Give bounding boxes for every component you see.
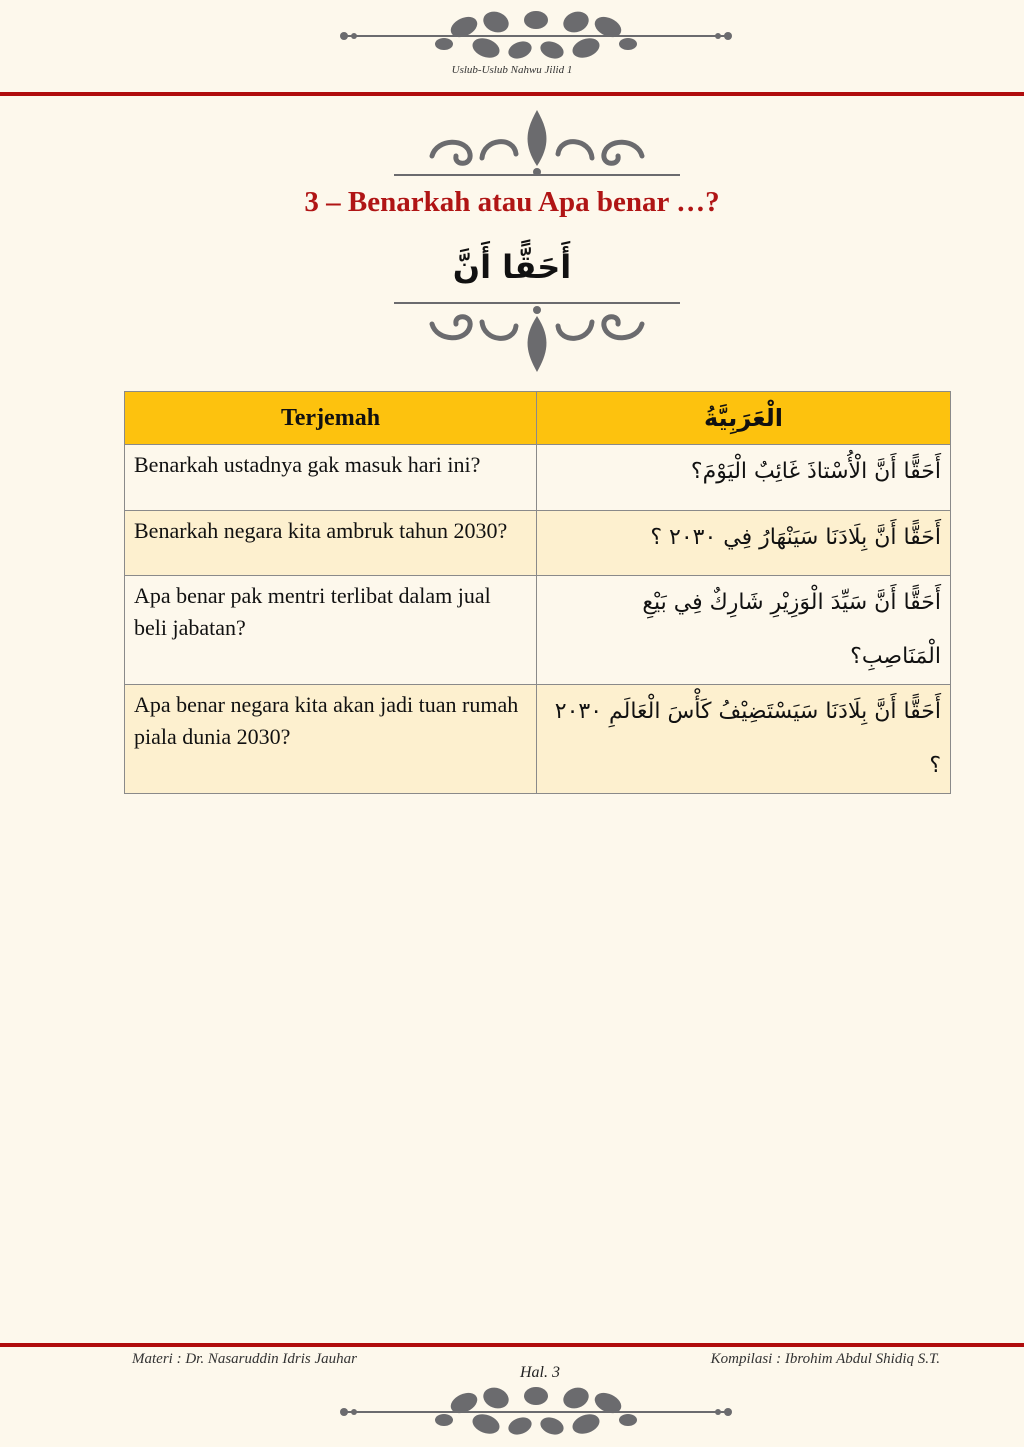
footer-author: Materi : Dr. Nasaruddin Idris Jauhar <box>132 1351 358 1367</box>
bottom-red-rule <box>0 1343 1024 1347</box>
top-vine-ornament-icon <box>336 10 736 62</box>
title-ornament-bottom-icon <box>392 300 682 374</box>
title-ornament-top-icon <box>392 108 682 180</box>
column-header-arabic: الْعَرَبِيَّةُ <box>537 392 951 445</box>
table-row <box>125 685 951 794</box>
translation-cell: Benarkah negara kita ambruk tahun 2030? <box>125 511 537 576</box>
translation-cell: Apa benar pak mentri terlibat dalam jual beli jabatan? <box>125 576 537 685</box>
bottom-vine-ornament-icon <box>336 1386 736 1438</box>
arabic-cell: أَحَقًّا أَنَّ سَيِّدَ الْوَزِيْرِ شَارِكٌ فِي بَيْعِ الْمَنَاصِبِ؟ <box>537 576 951 685</box>
column-header-translation: Terjemah <box>125 392 537 445</box>
top-red-rule <box>0 92 1024 96</box>
table-row <box>125 511 951 576</box>
table-row <box>125 445 951 511</box>
translation-cell: Apa benar negara kita akan jadi tuan rumah piala dunia 2030? <box>125 685 537 794</box>
arabic-cell: أَحَقًّا أَنَّ الْأُسْتاذَ غَائِبٌ الْيَوْمَ؟ <box>537 445 951 511</box>
arabic-cell: أَحَقًّا أَنَّ بِلَادَنَا سَيَنْهَارُ فِي ٢٠٣٠ ؟ <box>537 511 951 576</box>
arabic-cell: أَحَقًّا أَنَّ بِلَادَنَا سَيَسْتَضِيْفُ كَأْسَ الْعَالَمِ ٢٠٣٠ ؟ <box>537 685 951 794</box>
translation-table <box>124 391 951 794</box>
table-row <box>125 576 951 685</box>
footer-compiler: Kompilasi : Ibrohim Abdul Shidiq S.T. <box>710 1351 940 1367</box>
translation-cell: Benarkah ustadnya gak masuk hari ini? <box>125 445 537 511</box>
running-header: Uslub-Uslub Nahwu Jilid 1 <box>451 64 573 76</box>
page-number: Hal. 3 <box>520 1364 560 1381</box>
section-arabic-title: أَحَقًّا أَنَّ <box>452 248 572 286</box>
section-title: 3 – Benarkah atau Apa benar …? <box>304 186 720 218</box>
